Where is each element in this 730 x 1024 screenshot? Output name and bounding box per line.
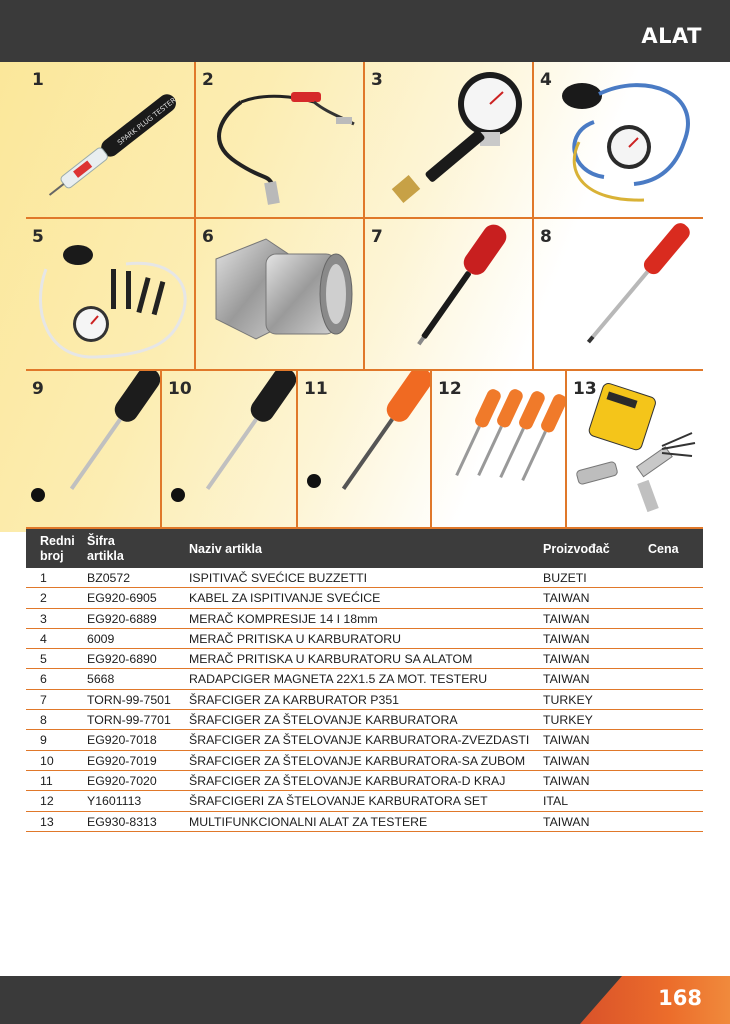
row-name: KABEL ZA ISPITIVANJE SVEĆICE [189, 591, 381, 606]
row-code: BZ0572 [87, 571, 131, 585]
product-number: 1 [32, 70, 44, 90]
product-cell-9[interactable] [26, 371, 162, 529]
row-number: 1 [40, 571, 47, 585]
compression-gauge-icon [365, 62, 534, 219]
row-code: Y1601113 [87, 794, 142, 809]
product-number: 2 [202, 70, 214, 90]
page-title: ALAT [641, 24, 702, 48]
row-code: EG920-7019 [87, 753, 157, 768]
header-cena: Cena [648, 542, 679, 556]
header-sifra-artikla: Šifra artikla [87, 534, 124, 563]
row-maker: TAIWAN [543, 672, 590, 687]
row-name: MULTIFUNKCIONALNI ALAT ZA TESTERE [189, 814, 428, 829]
row-number: 10 [40, 753, 54, 768]
row-code: EG930-8313 [87, 814, 157, 829]
table-header [26, 529, 703, 568]
magnet-adapter-icon [196, 219, 365, 371]
row-maker: TAIWAN [543, 814, 590, 829]
row-code: TORN-99-7701 [87, 713, 171, 728]
row-maker: TAIWAN [543, 773, 590, 788]
product-cell-1[interactable] [26, 62, 196, 219]
grid-row-2 [26, 219, 703, 371]
row-maker: TAIWAN [543, 631, 590, 646]
row-number: 8 [40, 713, 47, 728]
screwdriver-red-short-icon [534, 219, 703, 371]
product-number: 10 [168, 379, 192, 399]
row-name: ŠRAFCIGERI ZA ŠTELOVANJE KARBURATORA SET [189, 794, 488, 809]
grid-row-3 [26, 371, 703, 529]
product-number: 13 [573, 379, 597, 399]
screwdriver-black-icon [162, 371, 298, 529]
table-row [26, 730, 703, 750]
row-maker: TURKEY [543, 713, 593, 728]
row-maker: TAIWAN [543, 611, 590, 626]
row-code: EG920-6905 [87, 591, 157, 606]
row-code: EG920-7018 [87, 733, 157, 748]
product-number: 6 [202, 227, 214, 247]
table-row [26, 771, 703, 791]
screwdriver-orange-icon [298, 371, 432, 529]
carburetor-pressure-gauge-icon [534, 62, 703, 219]
product-cell-13[interactable] [567, 371, 703, 529]
product-cell-7[interactable] [365, 219, 534, 371]
row-maker: ITAL [543, 794, 569, 809]
row-maker: TAIWAN [543, 733, 590, 748]
screwdriver-black-icon [26, 371, 162, 529]
row-name: RADAPCIGER MAGNETA 22X1.5 ZA MOT. TESTERU [189, 672, 488, 687]
row-code: EG920-7020 [87, 773, 157, 788]
product-number: 3 [371, 70, 383, 90]
product-cell-10[interactable] [162, 371, 298, 529]
header-proizvodjac: Proizvođač [543, 542, 610, 556]
table-row [26, 629, 703, 649]
screwdriver-red-icon [365, 219, 534, 371]
header-naziv-artikla: Naziv artikla [189, 542, 262, 556]
row-code: EG920-6890 [87, 652, 157, 667]
product-number: 4 [540, 70, 552, 90]
row-name: MERAČ KOMPRESIJE 14 I 18mm [189, 611, 378, 626]
screwdriver-set-icon [432, 371, 567, 529]
product-number: 11 [304, 379, 328, 399]
row-code: TORN-99-7501 [87, 692, 171, 707]
product-cell-11[interactable] [298, 371, 432, 529]
row-code: 5668 [87, 672, 115, 687]
row-code: 6009 [87, 631, 115, 646]
row-number: 5 [40, 652, 47, 667]
product-cell-3[interactable] [365, 62, 534, 219]
row-number: 7 [40, 692, 47, 707]
product-table [26, 529, 703, 832]
row-maker: BUZETI [543, 571, 587, 585]
grid-row-1 [26, 62, 703, 219]
product-cell-4[interactable] [534, 62, 703, 219]
row-number: 2 [40, 591, 47, 606]
carburetor-gauge-kit-icon [26, 219, 196, 371]
footer-accent [580, 976, 730, 1024]
header-redni-broj: Redni broj [40, 534, 75, 563]
product-number: 7 [371, 227, 383, 247]
row-number: 4 [40, 631, 47, 646]
row-name: ISPITIVAČ SVEĆICE BUZZETTI [189, 571, 368, 585]
table-row [26, 568, 703, 588]
row-number: 13 [40, 814, 54, 829]
row-number: 11 [40, 773, 53, 788]
row-code: EG920-6889 [87, 611, 157, 626]
product-number: 12 [438, 379, 462, 399]
spark-plug-cable-icon [196, 62, 365, 219]
svg-text:SPARK PLUG TESTER: SPARK PLUG TESTER [116, 96, 178, 147]
row-name: ŠRAFCIGER ZA ŠTELOVANJE KARBURATORA-ZVEZDASTI [189, 733, 530, 748]
table-row [26, 710, 703, 730]
table-row [26, 751, 703, 771]
table-row [26, 609, 703, 629]
row-maker: TAIWAN [543, 652, 590, 667]
row-name: MERAČ PRITISKA U KARBURATORU [189, 631, 402, 646]
product-number: 8 [540, 227, 552, 247]
multifunction-tool-icon [567, 371, 703, 529]
table-row [26, 791, 703, 811]
row-name: ŠRAFCIGER ZA ŠTELOVANJE KARBURATORA-D KRAJ [189, 773, 506, 788]
row-number: 6 [40, 672, 47, 687]
table-row [26, 690, 703, 710]
row-name: ŠRAFCIGER ZA ŠTELOVANJE KARBURATORA [189, 713, 458, 728]
page-header [0, 0, 730, 62]
product-number: 9 [32, 379, 44, 399]
table-body [26, 568, 703, 832]
product-number: 5 [32, 227, 44, 247]
product-cell-5[interactable] [26, 219, 196, 371]
product-cell-8[interactable] [534, 219, 703, 371]
row-name: ŠRAFCIGER ZA KARBURATOR P351 [189, 692, 400, 707]
row-maker: TAIWAN [543, 591, 590, 606]
spark-plug-tester-icon [26, 62, 196, 219]
row-number: 9 [40, 733, 47, 748]
table-row [26, 649, 703, 669]
table-row [26, 588, 703, 608]
product-cell-2[interactable] [196, 62, 365, 219]
page-footer [0, 976, 730, 1024]
table-row [26, 812, 703, 832]
page-number: 168 [658, 986, 702, 1010]
row-maker: TURKEY [543, 692, 593, 707]
row-number: 3 [40, 611, 47, 626]
table-row [26, 669, 703, 689]
row-name: MERAČ PRITISKA U KARBURATORU SA ALATOM [189, 652, 473, 667]
product-cell-6[interactable] [196, 219, 365, 371]
row-name: ŠRAFCIGER ZA ŠTELOVANJE KARBURATORA-SA ZUBOM [189, 753, 526, 768]
product-cell-12[interactable] [432, 371, 567, 529]
row-maker: TAIWAN [543, 753, 590, 768]
row-number: 12 [40, 794, 54, 809]
